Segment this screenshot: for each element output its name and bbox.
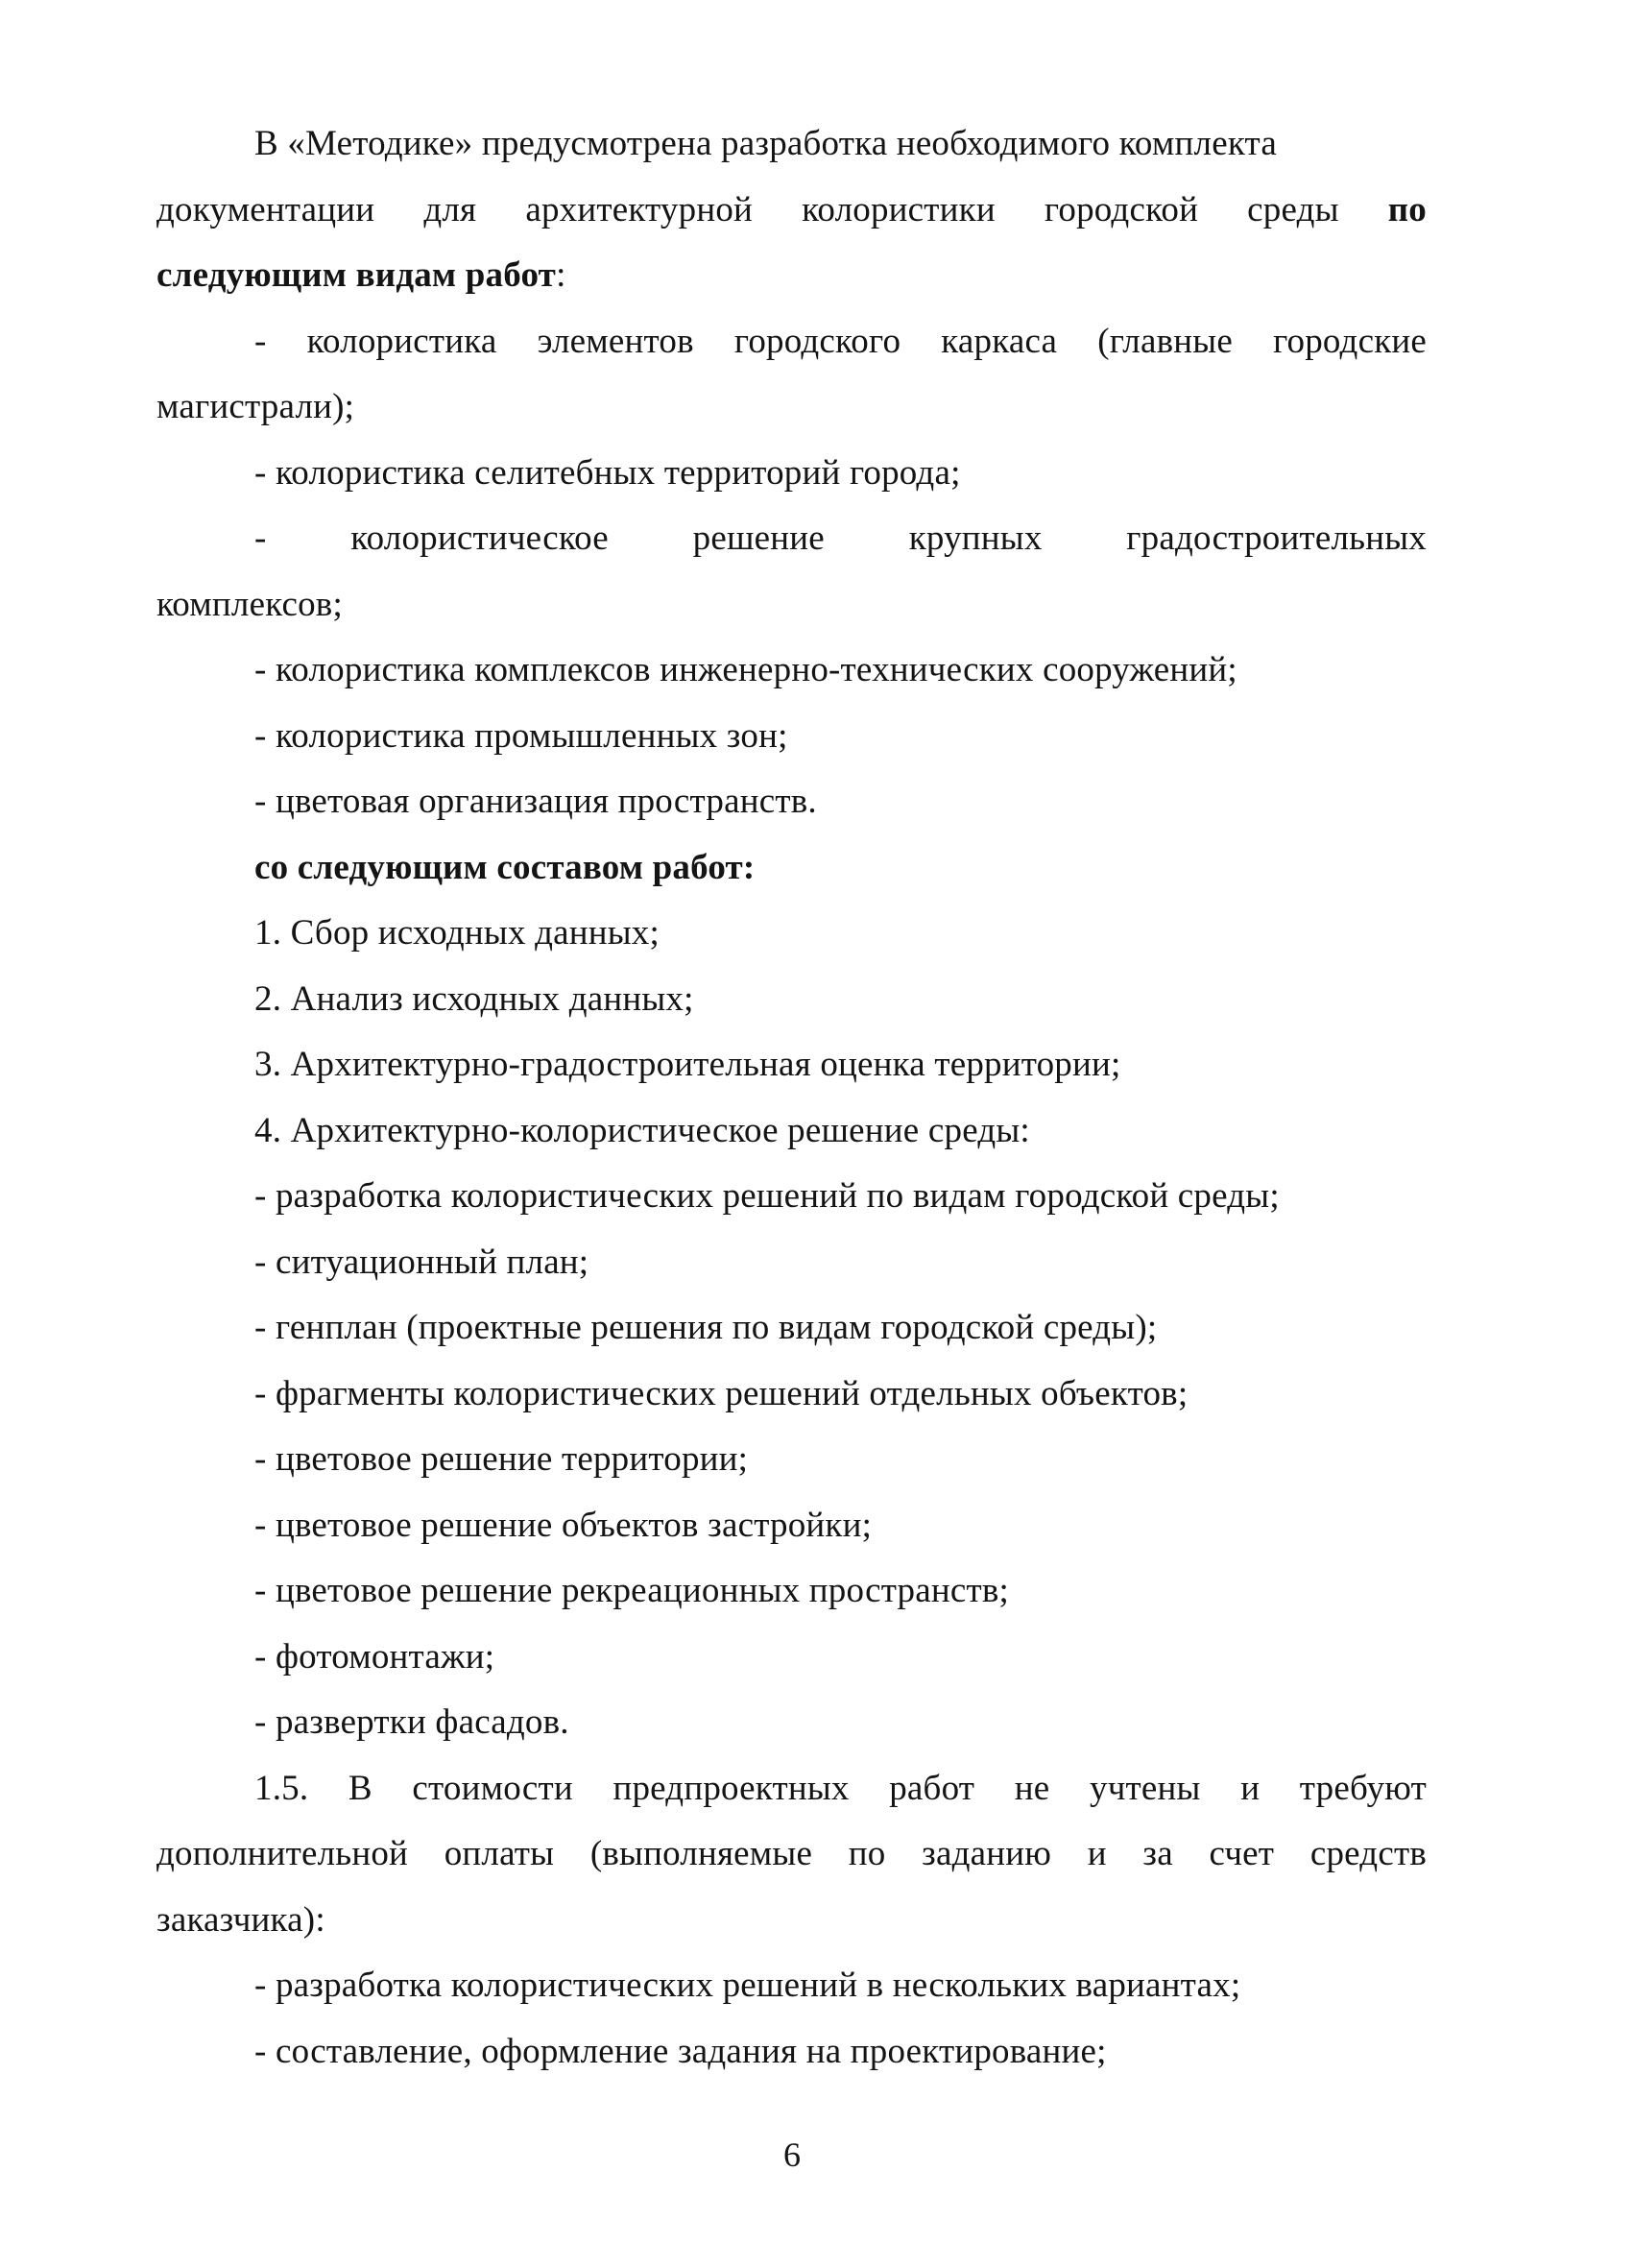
numbered-item-2: 2. Анализ исходных данных; — [254, 979, 694, 1019]
sub-item-8: - фотомонтажи; — [254, 1637, 495, 1677]
work-type-5: - колористика промышленных зон; — [254, 716, 788, 756]
intro-text-1: В «Методике» предусмотрена разработка необходимого комплекта — [254, 124, 1277, 163]
page-number: 6 — [783, 2135, 801, 2174]
sub-item-1: - разработка колористических решений по видам городской среды; — [254, 1176, 1280, 1216]
composition-heading: со следующим составом работ: — [254, 848, 756, 887]
sub-item-2: - ситуационный план; — [254, 1243, 589, 1282]
sub-item-3: - генплан (проектные решения по видам городской среды); — [254, 1308, 1158, 1347]
numbered-item-3: 3. Архитектурно-градостроительная оценка территории; — [254, 1045, 1121, 1084]
sub-item-4: - фрагменты колористических решений отдельных объектов; — [254, 1374, 1189, 1413]
work-type-6: - цветовая организация пространств. — [254, 782, 817, 821]
intro-line-1 — [254, 122, 1277, 166]
extra-item-1: - разработка колористических решений в нескольких вариантах; — [254, 1966, 1241, 2005]
extra-item-2: - составление, оформление задания на проектирование; — [254, 2032, 1107, 2071]
sub-item-5: - цветовое решение территории; — [254, 1439, 749, 1479]
intro-text-3-bold: следующим видам работ — [156, 255, 557, 295]
section-1-5-line-2: дополнительной оплаты (выполняемые по заданию и за счет средств — [156, 1834, 1427, 1873]
work-type-2: - колористика селитебных территорий города; — [254, 453, 961, 493]
sub-item-7: - цветовое решение рекреационных пространств; — [254, 1571, 1010, 1610]
section-1-5-line-3: заказчика): — [156, 1900, 325, 1940]
intro-text-2-bold: по — [1387, 190, 1427, 229]
work-type-3-line-1: - колористическое решение крупных градостроительных — [254, 519, 1427, 558]
numbered-item-4: 4. Архитектурно-колористическое решение среды: — [254, 1111, 1030, 1150]
work-type-4: - колористика комплексов инженерно-технических сооружений; — [254, 650, 1237, 689]
work-type-1-line-2: магистрали); — [156, 387, 355, 426]
numbered-item-1: 1. Сбор исходных данных; — [254, 913, 660, 953]
work-type-1-line-1: - колористика элементов городского каркаса (главные городские — [254, 322, 1427, 361]
intro-line-2 — [156, 188, 1427, 232]
intro-line-3 — [156, 253, 566, 298]
sub-item-9: - развертки фасадов. — [254, 1702, 569, 1742]
sub-item-6: - цветовое решение объектов застройки; — [254, 1506, 873, 1545]
work-type-3-line-2: комплексов; — [156, 585, 343, 624]
intro-text-3-tail: : — [556, 255, 566, 295]
intro-text-2: документации для архитектурной колористики городской среды — [156, 190, 1388, 229]
section-1-5-line-1: 1.5. В стоимости предпроектных работ не учтены и требуют — [254, 1769, 1427, 1808]
